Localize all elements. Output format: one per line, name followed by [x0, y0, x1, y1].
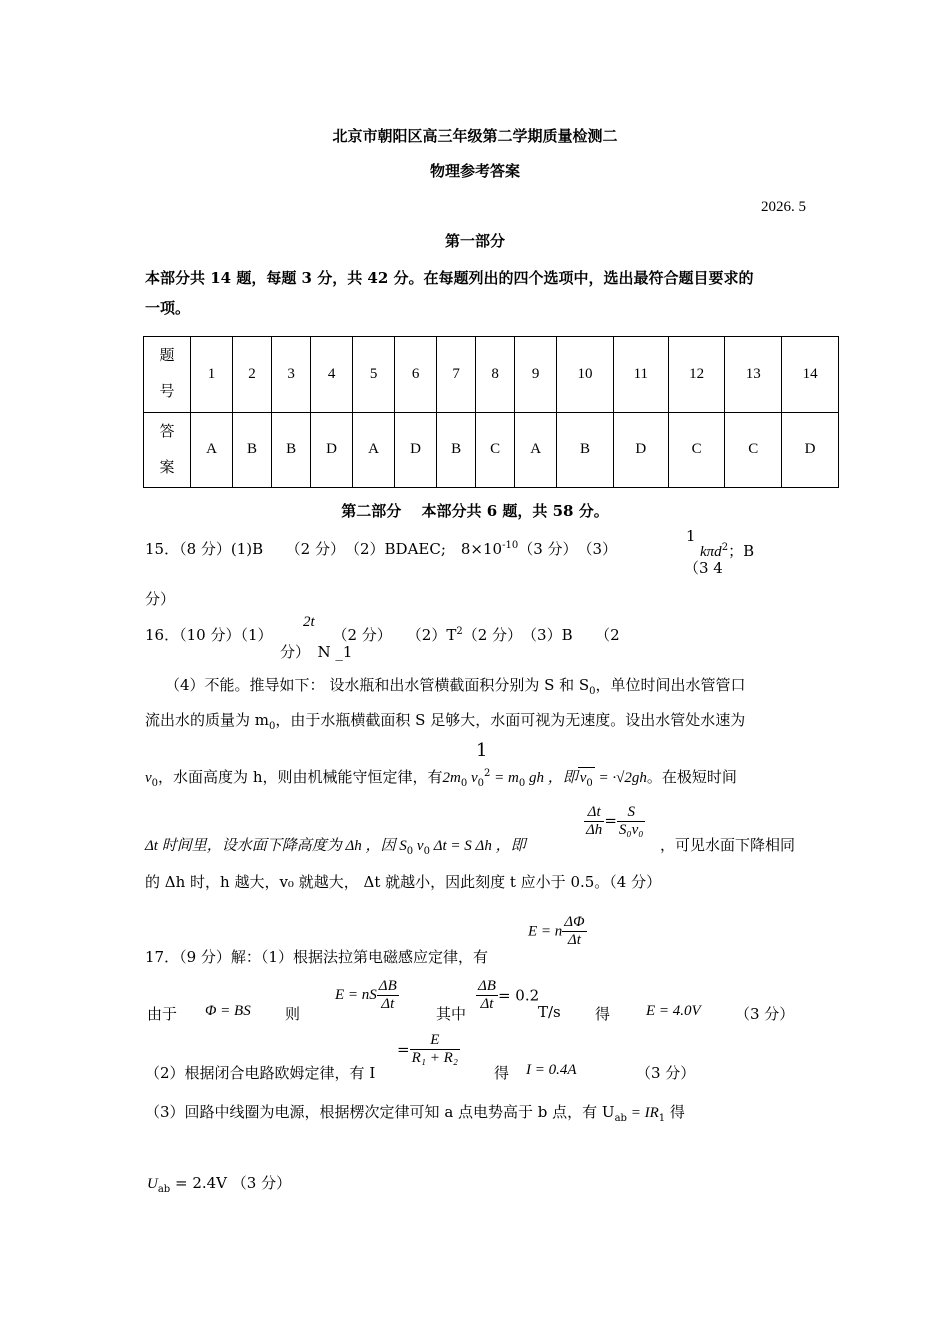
- q16-para-line2: [145, 709, 745, 732]
- doc-subtitle: 物理参考答案: [429, 162, 520, 180]
- q16-para-line3: [145, 766, 737, 789]
- q16-frac2-den: S₀v₀: [618, 822, 644, 838]
- q17-l2-d: [335, 978, 399, 1013]
- table-cell: C: [725, 412, 782, 488]
- q16-p3-eq3: = m: [490, 770, 519, 786]
- q17-l4-end-sub: 1: [658, 1113, 666, 1124]
- row-label-number-b: 号: [159, 384, 175, 401]
- part1-heading: 第一部分: [444, 232, 505, 250]
- table-cell: A: [515, 412, 557, 488]
- q16-p4-sub1: 0: [406, 846, 414, 857]
- table-cell: C: [476, 412, 515, 488]
- q17-l4-end: = IR: [626, 1105, 659, 1121]
- row-label-answer-a: 答: [159, 423, 175, 440]
- q17-l2-e-den: Δt: [480, 996, 494, 1012]
- q15-text: 15．（8 分）(1)B （2 分） （2）BDAEC; 8×10: [145, 540, 503, 558]
- q17-l2-c: 则: [285, 1005, 301, 1023]
- q17-l2-d-text: E = nS: [335, 987, 377, 1003]
- q17-l5-end: = 2.4V （3 分）: [170, 1174, 292, 1192]
- q17-l2-a: 由于: [147, 1005, 178, 1023]
- table-cell: B: [232, 412, 271, 488]
- table-cell: D: [395, 412, 437, 488]
- q16-p3-v: v: [145, 770, 152, 786]
- q15-after2: ；B: [728, 542, 755, 560]
- q17-l2-e-val: = 0.2: [497, 986, 540, 1005]
- q17-l2-h: E = 4.0V: [646, 1003, 701, 1019]
- q17-l2-e: 其中: [436, 1005, 467, 1023]
- q16-sqrt-box: [578, 767, 595, 789]
- table-cell: 6: [395, 337, 437, 413]
- q16-p3-v2: v: [579, 770, 587, 786]
- q15-frac-den: （3 4: [684, 559, 723, 577]
- q15-formula-text: kπd: [700, 544, 722, 560]
- q16-p4-sub2: 0: [423, 846, 430, 857]
- q16-p3-eq4: gh ，即: [525, 770, 578, 786]
- q17-l2-e-frac: [476, 978, 539, 1013]
- q16-p4-b: v: [413, 838, 424, 854]
- table-cell: 12: [668, 337, 725, 413]
- row-label-answer-b: 案: [159, 459, 175, 476]
- q16-bottom: 分） N _1: [280, 643, 353, 661]
- q16-frac2-num: S: [617, 804, 646, 822]
- q17-line1: 17．（9 分）解：（1）根据法拉第电磁感应定律，有: [145, 948, 488, 966]
- q15-formula-exp: 2: [721, 542, 729, 553]
- q16-p3-v2-sub: 0: [586, 778, 593, 789]
- q16-p3-root: = ·√2gh: [594, 770, 647, 786]
- doc-date: 2026. 5: [761, 199, 806, 215]
- part2-heading: 第二部分 本部分共 6 题，共 58 分。: [341, 502, 609, 520]
- q16-p3-eq3-sub: 0: [518, 778, 526, 789]
- q16-p3-eq2-exp: 2: [484, 768, 491, 779]
- q16-p1: （4）不能。推导如下： 设水瓶和出水管横截面积分别为 S 和 S: [165, 676, 590, 694]
- q16-p1-sub: 0: [589, 686, 596, 697]
- q16-p4-a: Δt 时间里，设水面下降高度为 Δh ，因 S: [145, 838, 407, 854]
- q17-l2-d-den: Δt: [381, 996, 395, 1012]
- q16-p3-eq2-sub: 0: [477, 778, 484, 789]
- q17-f-num: ΔΦ: [564, 914, 585, 930]
- q16-p3-eq: 2m: [442, 770, 461, 786]
- table-cell: 9: [515, 337, 557, 413]
- q16-p1-end: ，单位时间出水管管口: [595, 676, 746, 694]
- table-row-answers: [144, 412, 839, 488]
- q16-p2: 流出水的质量为 m: [145, 711, 269, 729]
- table-cell: C: [668, 412, 725, 488]
- table-cell: D: [782, 412, 839, 488]
- part1-instruction-line1: 本部分共 14 题，每题 3 分，共 42 分。在每题列出的四个选项中，选出最符合题目要求的: [145, 269, 754, 287]
- table-cell: 4: [311, 337, 353, 413]
- q17-l2-b: Φ = BS: [205, 1003, 251, 1019]
- doc-title: 北京市朝阳区高三年级第二学期质量检测二: [332, 127, 618, 145]
- q15-after: （3 分） （3）: [518, 540, 618, 558]
- q17-l3-frac: [397, 1032, 460, 1067]
- row-label-number: [144, 337, 191, 413]
- q16-after2: （2 分） （3）B （2: [462, 626, 620, 644]
- q17-l4-sub: ab: [614, 1113, 627, 1124]
- q17-l5-sub: ab: [157, 1184, 171, 1195]
- table-cell: A: [191, 412, 233, 488]
- q16-frac-eq: =: [604, 811, 617, 830]
- table-cell: 5: [353, 337, 395, 413]
- row-label-number-a: 题: [159, 348, 175, 365]
- q17-l4-tail: 得: [665, 1103, 685, 1121]
- q16-text: 16．（10 分）（1）: [145, 626, 273, 644]
- table-row-numbers: [144, 337, 839, 413]
- table-cell: 1: [191, 337, 233, 413]
- q17-l3-den: R₁ + R₂: [411, 1050, 458, 1066]
- q17-l5-u: U: [147, 1176, 158, 1192]
- q16-line: [145, 624, 620, 645]
- q16-para-line1: [165, 674, 746, 697]
- q16-after: （2 分） （2）T: [332, 626, 457, 644]
- q17-formula-faraday: [528, 914, 587, 949]
- q15-exp: -10: [502, 540, 519, 551]
- q16-p2-sub: 0: [269, 721, 276, 732]
- q16-p2-end: ，由于水瓶横截面积 S 足够大，水面可视为无速度。设出水管处水速为: [275, 711, 746, 729]
- q17-line5: [147, 1172, 291, 1195]
- q17-l2-d-num: ΔB: [378, 978, 397, 994]
- q17-l3-eq: =: [397, 1040, 410, 1059]
- q16-para-line5: 的 Δh 时，h 越大，v₀ 就越大， Δt 就越小，因此刻度 t 应小于 0.5。（4 分）: [145, 873, 662, 891]
- q15-line: [145, 538, 617, 559]
- table-cell: D: [613, 412, 668, 488]
- answer-table: [143, 336, 839, 488]
- table-cell: 13: [725, 337, 782, 413]
- table-cell: B: [557, 412, 614, 488]
- q17-l3-pts: （3 分）: [636, 1064, 696, 1082]
- row-label-answer: [144, 412, 191, 488]
- table-cell: 7: [437, 337, 476, 413]
- q17-l3-b: 得: [494, 1064, 510, 1082]
- part1-instruction-line2: 一项。: [145, 299, 191, 317]
- q17-f-den: Δt: [567, 932, 581, 948]
- table-cell: A: [353, 412, 395, 488]
- q17-line4: [145, 1101, 685, 1124]
- q15-line2: 分）: [145, 590, 176, 608]
- table-cell: 2: [232, 337, 271, 413]
- q17-l3-a: （2）根据闭合电路欧姆定律，有 I: [145, 1064, 376, 1082]
- q16-top-text: 2t: [303, 614, 315, 630]
- table-cell: D: [311, 412, 353, 488]
- q17-l3-c: I = 0.4A: [526, 1062, 577, 1078]
- table-cell: 8: [476, 337, 515, 413]
- q15-frac-num: 1: [686, 527, 696, 545]
- table-cell: 11: [613, 337, 668, 413]
- q17-l2-g: 得: [595, 1005, 611, 1023]
- q16-frac-dt-dh: [584, 804, 645, 839]
- q16-p3-b: ，水面高度为 h，则由机械能守恒定律，有: [158, 768, 443, 786]
- table-cell: B: [272, 412, 311, 488]
- table-cell: 14: [782, 337, 839, 413]
- q17-l2-f: T/s: [538, 1003, 561, 1021]
- q16-exp: 2: [456, 626, 463, 637]
- q17-l4-text: （3）回路中线圈为电源，根据楞次定律可知 a 点电势高于 b 点，有 U: [145, 1103, 615, 1121]
- q16-para-line4: [145, 834, 526, 857]
- q16-p3-end: 。在极短时间: [646, 768, 737, 786]
- table-cell: 10: [557, 337, 614, 413]
- q16-p3-eq2: v: [467, 770, 478, 786]
- q17-f-left: E = n: [528, 923, 563, 940]
- q17-l3-num: E: [410, 1032, 460, 1050]
- table-cell: B: [437, 412, 476, 488]
- q16-half-num: 1: [476, 740, 488, 761]
- q17-l2-i: （3 分）: [735, 1005, 795, 1023]
- q16-frac1-den: Δh: [586, 822, 603, 838]
- q16-frac1-num: Δt: [584, 804, 604, 822]
- q16-p3-v-sub: 0: [151, 778, 159, 789]
- q16-p3-eq-sub: 0: [460, 778, 468, 789]
- table-cell: 3: [272, 337, 311, 413]
- q16-p4-c: Δt = S Δh ，即: [429, 838, 526, 854]
- q16-para-line4-end: ，可见水面下降相同: [660, 836, 796, 854]
- q17-l2-e-num: ΔB: [478, 978, 496, 994]
